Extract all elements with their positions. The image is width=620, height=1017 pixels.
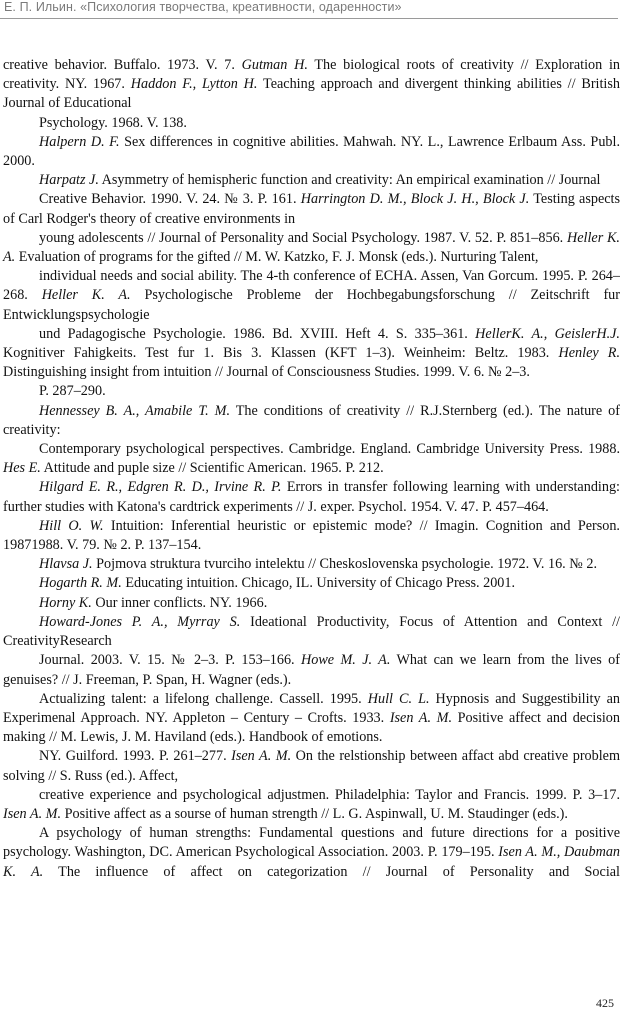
reference-paragraph-16: Horny K. Our inner conflicts. NY. 1966. bbox=[39, 594, 268, 611]
reference-paragraph-1: creative behavior. Buffalo. 1973. V. 7. Gutman H. The biological roots of creativity // Exploration in creativity. NY. 1967. Haddon F., Lytton H. Teaching approach and divergent thinking abilities // British Journal of Educational bbox=[3, 57, 620, 112]
reference-paragraph-2: Psychology. 1968. V. 138. bbox=[39, 114, 187, 131]
header-rule bbox=[0, 18, 618, 19]
reference-paragraph-9: P. 287–290. bbox=[39, 383, 106, 400]
reference-paragraph-21: creative experience and psychological adjustmen. Philadelphia: Taylor and Francis. 1999. P. 3–17. Isen A. M. Positive affect as a sourse of human strength // L. G. Aspinwall, U. M. Staudinger (eds.). bbox=[3, 786, 620, 822]
reference-paragraph-12: Hilgard E. R., Edgren R. D., Irvine R. P. Errors in transfer following learning with understanding: further studies with Katona's cardtrick experiments // J. exper. Psychol. 1954. V. 47. P. 457–464. bbox=[3, 479, 620, 515]
reference-paragraph-5: Creative Behavior. 1990. V. 24. № 3. P. 161. Harrington D. M., Block J. H., Block J. Testing aspects of Carl Rodger's theory of creative environments in bbox=[3, 191, 620, 227]
reference-paragraph-18: Journal. 2003. V. 15. № 2–3. P. 153–166. Howe M. J. A. What can we learn from the lives of genuises? // J. Freeman, P. Span, H. Wagner (eds.). bbox=[3, 652, 620, 688]
reference-paragraph-22: A psychology of human strengths: Fundamental questions and future directions for a positive psychology. Washington, DC. American Psychological Association. 2003. P. 179–195. Isen A. M., Daubman K. A. The influence of affect on categorization // Journal of Personality and Social bbox=[3, 825, 620, 880]
reference-paragraph-19: Actualizing talent: a lifelong challenge. Cassell. 1995. Hull C. L. Hypnosis and Suggestibility an Experimenal Approach. NY. Appleton – Century – Crofts. 1933. Isen A. M. Positive affect and decision making // M. Lewis, J. M. Haviland (eds.). Handbook of emotions. bbox=[3, 690, 620, 746]
bibliography-text bbox=[3, 56, 620, 882]
reference-paragraph-3: Halpern D. F. Sex differences in cognitive abilities. Mahwah. NY. L., Lawrence Erlbaum Ass. Publ. 2000. bbox=[3, 133, 620, 170]
reference-paragraph-7: individual needs and social ability. The 4-th conference of ECHA. Assen, Van Gorcum. 1995. P. 264–268. Heller K. A. Psychologische Probleme der Hochbegabungsforschung // Zeitschrift fur Entwicklungspsychologie bbox=[3, 268, 620, 323]
page-number: 425 bbox=[596, 996, 614, 1010]
reference-paragraph-13: Hill O. W. Intuition: Inferential heuristic or epistemic mode? // Imagin. Cognition and Person. 19871988. V. 79. № 2. P. 137–154. bbox=[3, 517, 620, 554]
reference-paragraph-11: Contemporary psychological perspectives. Cambridge. England. Cambridge University Press. 1988. Hes E. Attitude and puple size // Scientific American. 1965. P. 212. bbox=[3, 441, 620, 477]
reference-paragraph-6: young adolescents // Journal of Personality and Social Psychology. 1987. V. 52. P. 851–856. Heller K. A. Evaluation of programs for the gifted // M. W. Katzko, F. J. Monsk (eds.). Nurturing Talent, bbox=[3, 229, 620, 266]
reference-paragraph-20: NY. Guilford. 1993. P. 261–277. Isen A. M. On the relstionship between affact abd creative problem solving // S. Russ (ed.). Affect, bbox=[3, 748, 620, 784]
reference-paragraph-4: Harpatz J. Asymmetry of hemispheric function and creativity: An empirical examination // Journal bbox=[39, 172, 601, 189]
reference-paragraph-10: Hennessey B. A., Amabile T. M. The conditions of creativity // R.J.Sternberg (ed.). The nature of creativity: bbox=[3, 402, 620, 438]
reference-paragraph-8: und Padagogische Psychologie. 1986. Bd. XVIII. Heft 4. S. 335–361. HellerK. A., GeislerH.J. Kognitiver Fahigkeits. Test fur 1. Bis 3. Klassen (KFT 1–3). Weinheim: Beltz. 1983. Henley R. Distinguishing insight from intuition // Journal of Consciousness Studies. 1999. V. 6. № 2–3. bbox=[3, 325, 620, 381]
reference-paragraph-14: Hlavsa J. Pojmova struktura tvurciho intelektu // Cheskoslovenska psychologie. 1972. V. 16. № 2. bbox=[39, 556, 598, 573]
running-head: Е. П. Ильин. «Психология творчества, креативности, одаренности» bbox=[4, 0, 402, 14]
reference-paragraph-15: Hogarth R. M. Educating intuition. Chicago, IL. University of Chicago Press. 2001. bbox=[39, 575, 516, 592]
reference-paragraph-17: Howard-Jones P. A., Myrray S. Ideational Productivity, Focus of Attention and Context // CreativityResearch bbox=[3, 613, 620, 650]
